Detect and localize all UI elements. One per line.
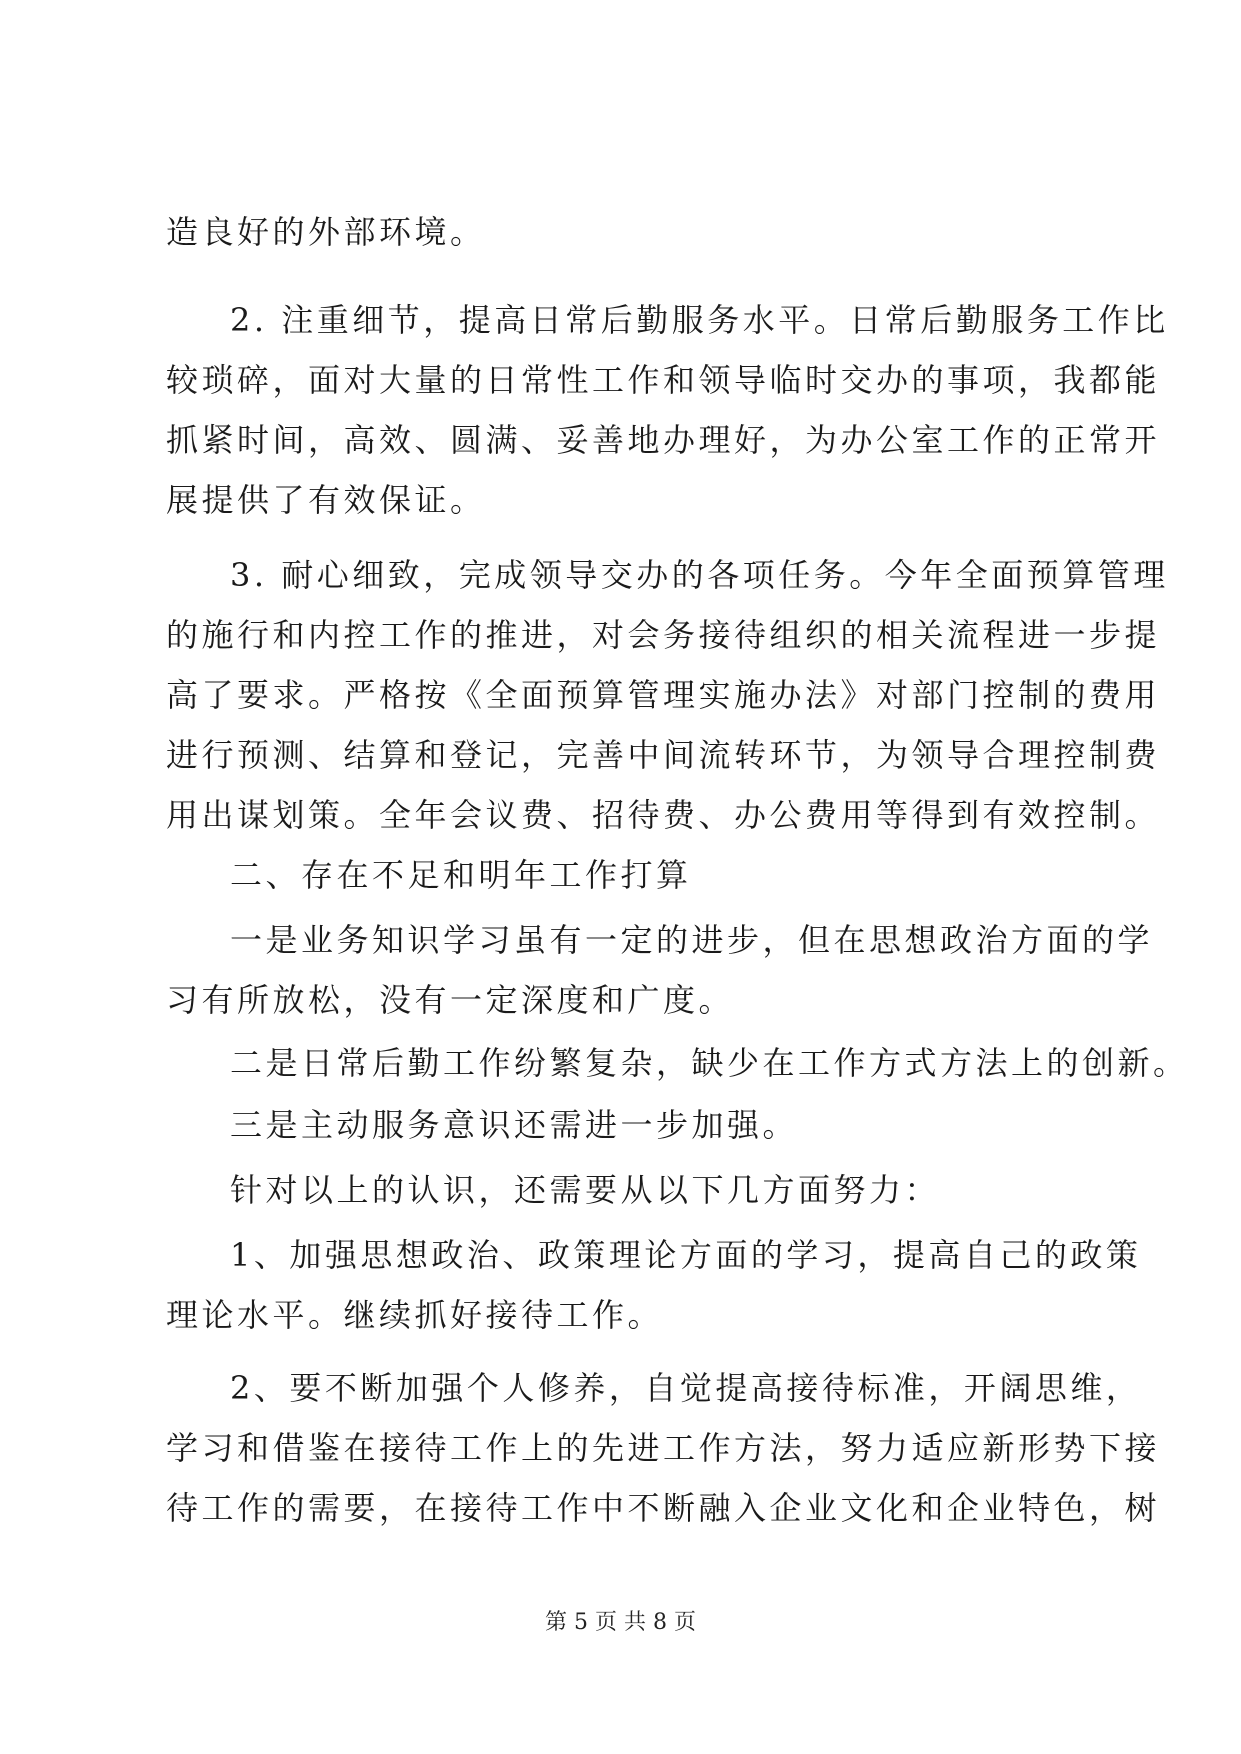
text-line: 抓紧时间，高效、圆满、妥善地办理好，为办公室工作的正常开 <box>166 421 1161 459</box>
page-number-label: 第 5 页 共 8 页 <box>545 1610 696 1635</box>
text-line: 针对以上的认识，还需要从以下几方面努力： <box>230 1171 941 1209</box>
page-footer <box>0 1608 1241 1638</box>
text-line: 2、要不断加强个人修养，自觉提高接待标准，开阔思维， <box>230 1369 1142 1407</box>
text-line: 1、加强思想政治、政策理论方面的学习，提高自己的政策 <box>230 1236 1142 1274</box>
text-line: 造良好的外部环境。 <box>166 213 486 251</box>
text-line: 二、存在不足和明年工作打算 <box>230 856 692 894</box>
text-line: 的施行和内控工作的推进，对会务接待组织的相关流程进一步提 <box>166 616 1161 654</box>
text-line: 待工作的需要，在接待工作中不断融入企业文化和企业特色，树 <box>166 1489 1161 1527</box>
text-line: 一是业务知识学习虽有一定的进步，但在思想政治方面的学 <box>230 921 1154 959</box>
text-line: 较琐碎，面对大量的日常性工作和领导临时交办的事项，我都能 <box>166 361 1161 399</box>
text-line: 展提供了有效保证。 <box>166 481 486 519</box>
text-line: 习有所放松，没有一定深度和广度。 <box>166 981 735 1019</box>
text-line: 三是主动服务意识还需进一步加强。 <box>230 1106 799 1144</box>
text-line: 高了要求。严格按《全面预算管理实施办法》对部门控制的费用 <box>166 676 1161 714</box>
text-line: 二是日常后勤工作纷繁复杂，缺少在工作方式方法上的创新。 <box>230 1044 1189 1082</box>
text-line: 用出谋划策。全年会议费、招待费、办公费用等得到有效控制。 <box>166 796 1161 834</box>
text-line: 进行预测、结算和登记，完善中间流转环节，为领导合理控制费 <box>166 736 1161 774</box>
text-line: 学习和借鉴在接待工作上的先进工作方法，努力适应新形势下接 <box>166 1429 1161 1467</box>
text-line: 2. 注重细节，提高日常后勤服务水平。日常后勤服务工作比 <box>230 301 1169 339</box>
text-line: 理论水平。继续抓好接待工作。 <box>166 1296 664 1334</box>
text-line: 3. 耐心细致，完成领导交办的各项任务。今年全面预算管理 <box>230 556 1169 594</box>
